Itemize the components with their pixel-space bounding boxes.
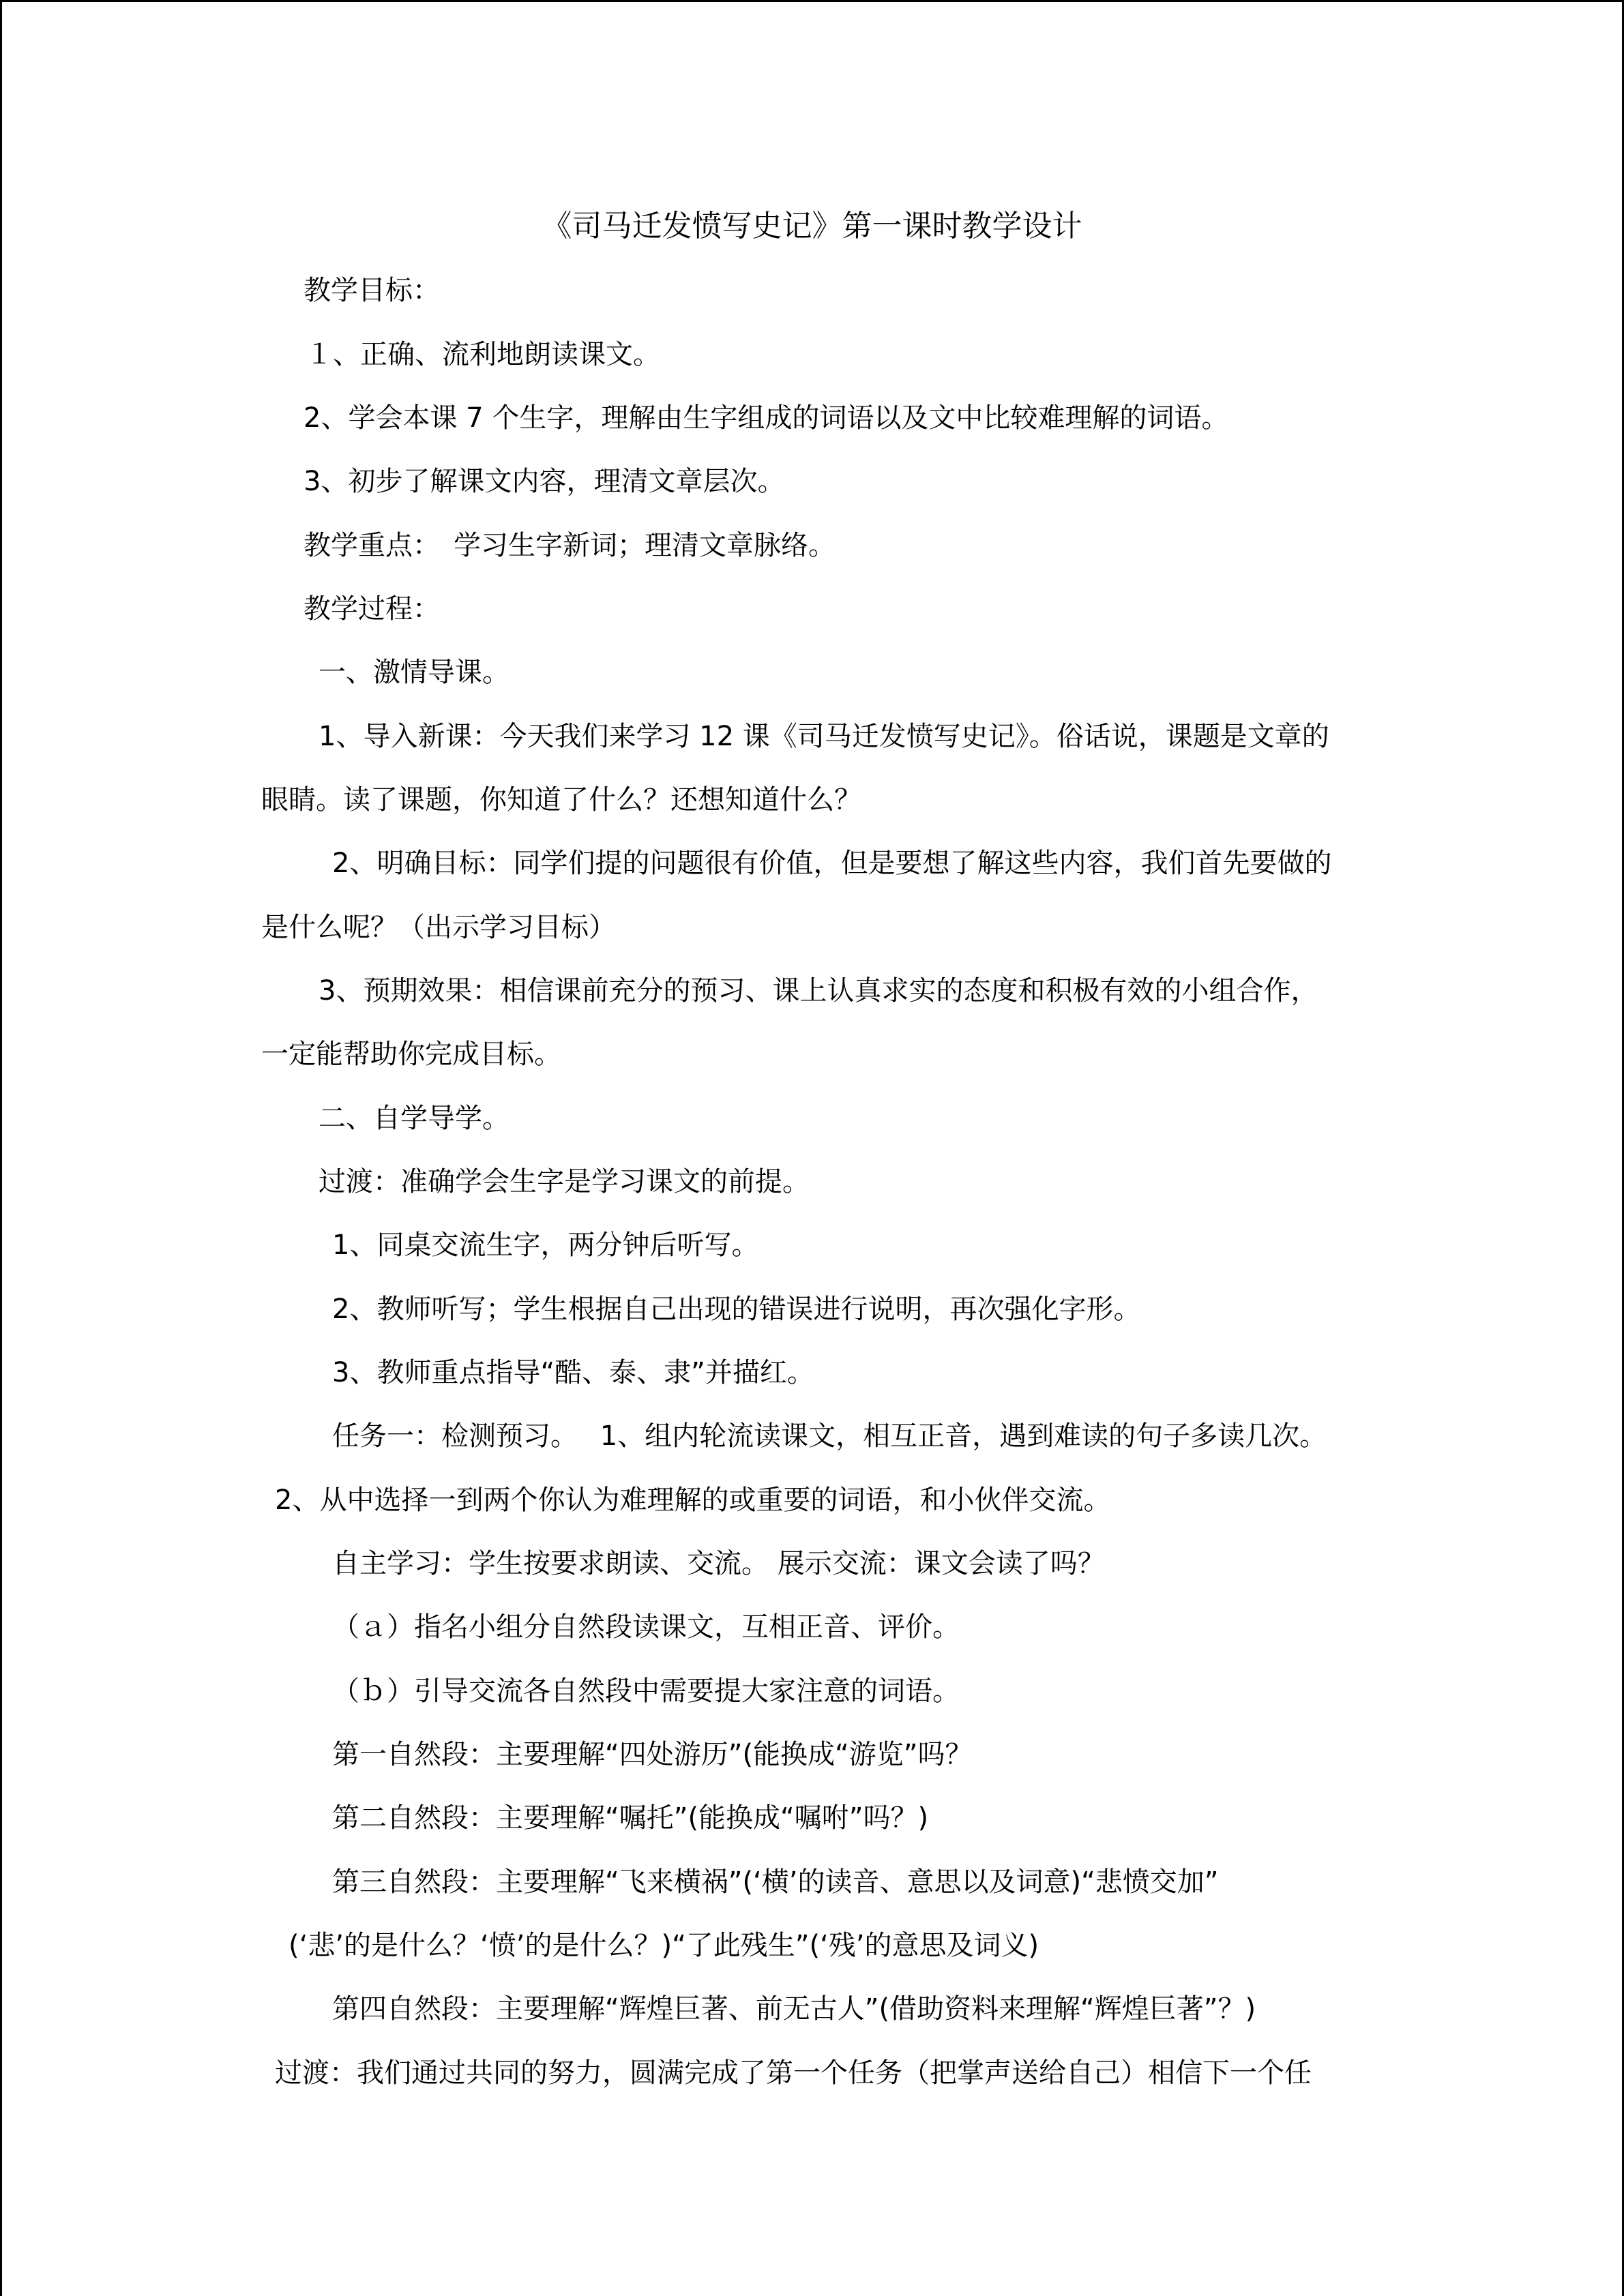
body-line: 第一自然段：主要理解“四处游历”(能换成“游览”吗？ [332,1739,973,1770]
body-line: 眼睛。读了课题，你知道了什么？还想知道什么？ [261,784,861,816]
objective-line: 3、初步了解课文内容，理清文章层次。 [304,466,785,497]
body-line: 过渡：准确学会生字是学习课文的前提。 [319,1166,810,1197]
body-line: 1、导入新课：今天我们来学习 12 课《司马迁发愤写史记》。俗话说，课题是文章的 [319,721,1329,752]
body-line: （ｂ）引导交流各自然段中需要提大家注意的词语。 [332,1675,960,1707]
body-line: 第四自然段：主要理解“辉煌巨著、前无古人”(借助资料来理解“辉煌巨著”？) [332,1993,1256,2025]
body-line: 任务一：检测预习。 1、组内轮流读课文，相互正音，遇到难读的句子多读几次。 [332,1420,1327,1452]
objective-line: 2、学会本课 7 个生字，理解由生字组成的词语以及文中比较难理解的词语。 [304,402,1229,434]
body-line: 2、教师听写；学生根据自己出现的错误进行说明，再次强化字形。 [332,1294,1141,1325]
body-line: 2、明确目标：同学们提的问题很有价值，但是要想了解这些内容，我们首先要做的 [332,848,1332,879]
key-points-line: 教学重点： 学习生字新词；理清文章脉络。 [304,530,836,561]
document-title: 《司马迁发愤写史记》第一课时教学设计 [542,209,1082,243]
body-line: （ａ）指名小组分自然段读课文，互相正音、评价。 [332,1611,960,1643]
body-line: 一定能帮助你完成目标。 [261,1039,561,1070]
section-heading: 二、自学导学。 [319,1103,510,1134]
body-line: 自主学习：学生按要求朗读、交流。 展示交流：课文会读了吗？ [332,1548,1105,1579]
objective-line: １、正确、流利地朗读课文。 [306,339,660,370]
body-line: 3、预期效果：相信课前充分的预习、课上认真求实的态度和积极有效的小组合作， [319,975,1318,1007]
body-line: 第三自然段：主要理解“飞来横祸”(‘横’的读音、意思以及词意)“悲愤交加” [332,1866,1219,1898]
body-line: 过渡：我们通过共同的努力，圆满完成了第一个任务（把掌声送给自己）相信下一个任 [275,2057,1312,2089]
body-line: (‘悲’的是什么？‘愤’的是什么？)“了此残生”(‘残’的意思及词义) [289,1930,1039,1961]
body-line: 是什么呢？（出示学习目标） [261,912,616,943]
process-heading: 教学过程： [304,593,440,625]
section-heading: 一、激情导课。 [319,657,510,688]
body-line: 2、从中选择一到两个你认为难理解的或重要的词语，和小伙伴交流。 [275,1485,1111,1516]
body-line: 第二自然段：主要理解“嘱托”(能换成“嘱咐”吗？) [332,1802,929,1834]
objectives-heading: 教学目标： [304,275,440,306]
body-line: 1、同桌交流生字，两分钟后听写。 [332,1229,759,1261]
body-line: 3、教师重点指导“酷、泰、隶”并描红。 [332,1357,814,1388]
